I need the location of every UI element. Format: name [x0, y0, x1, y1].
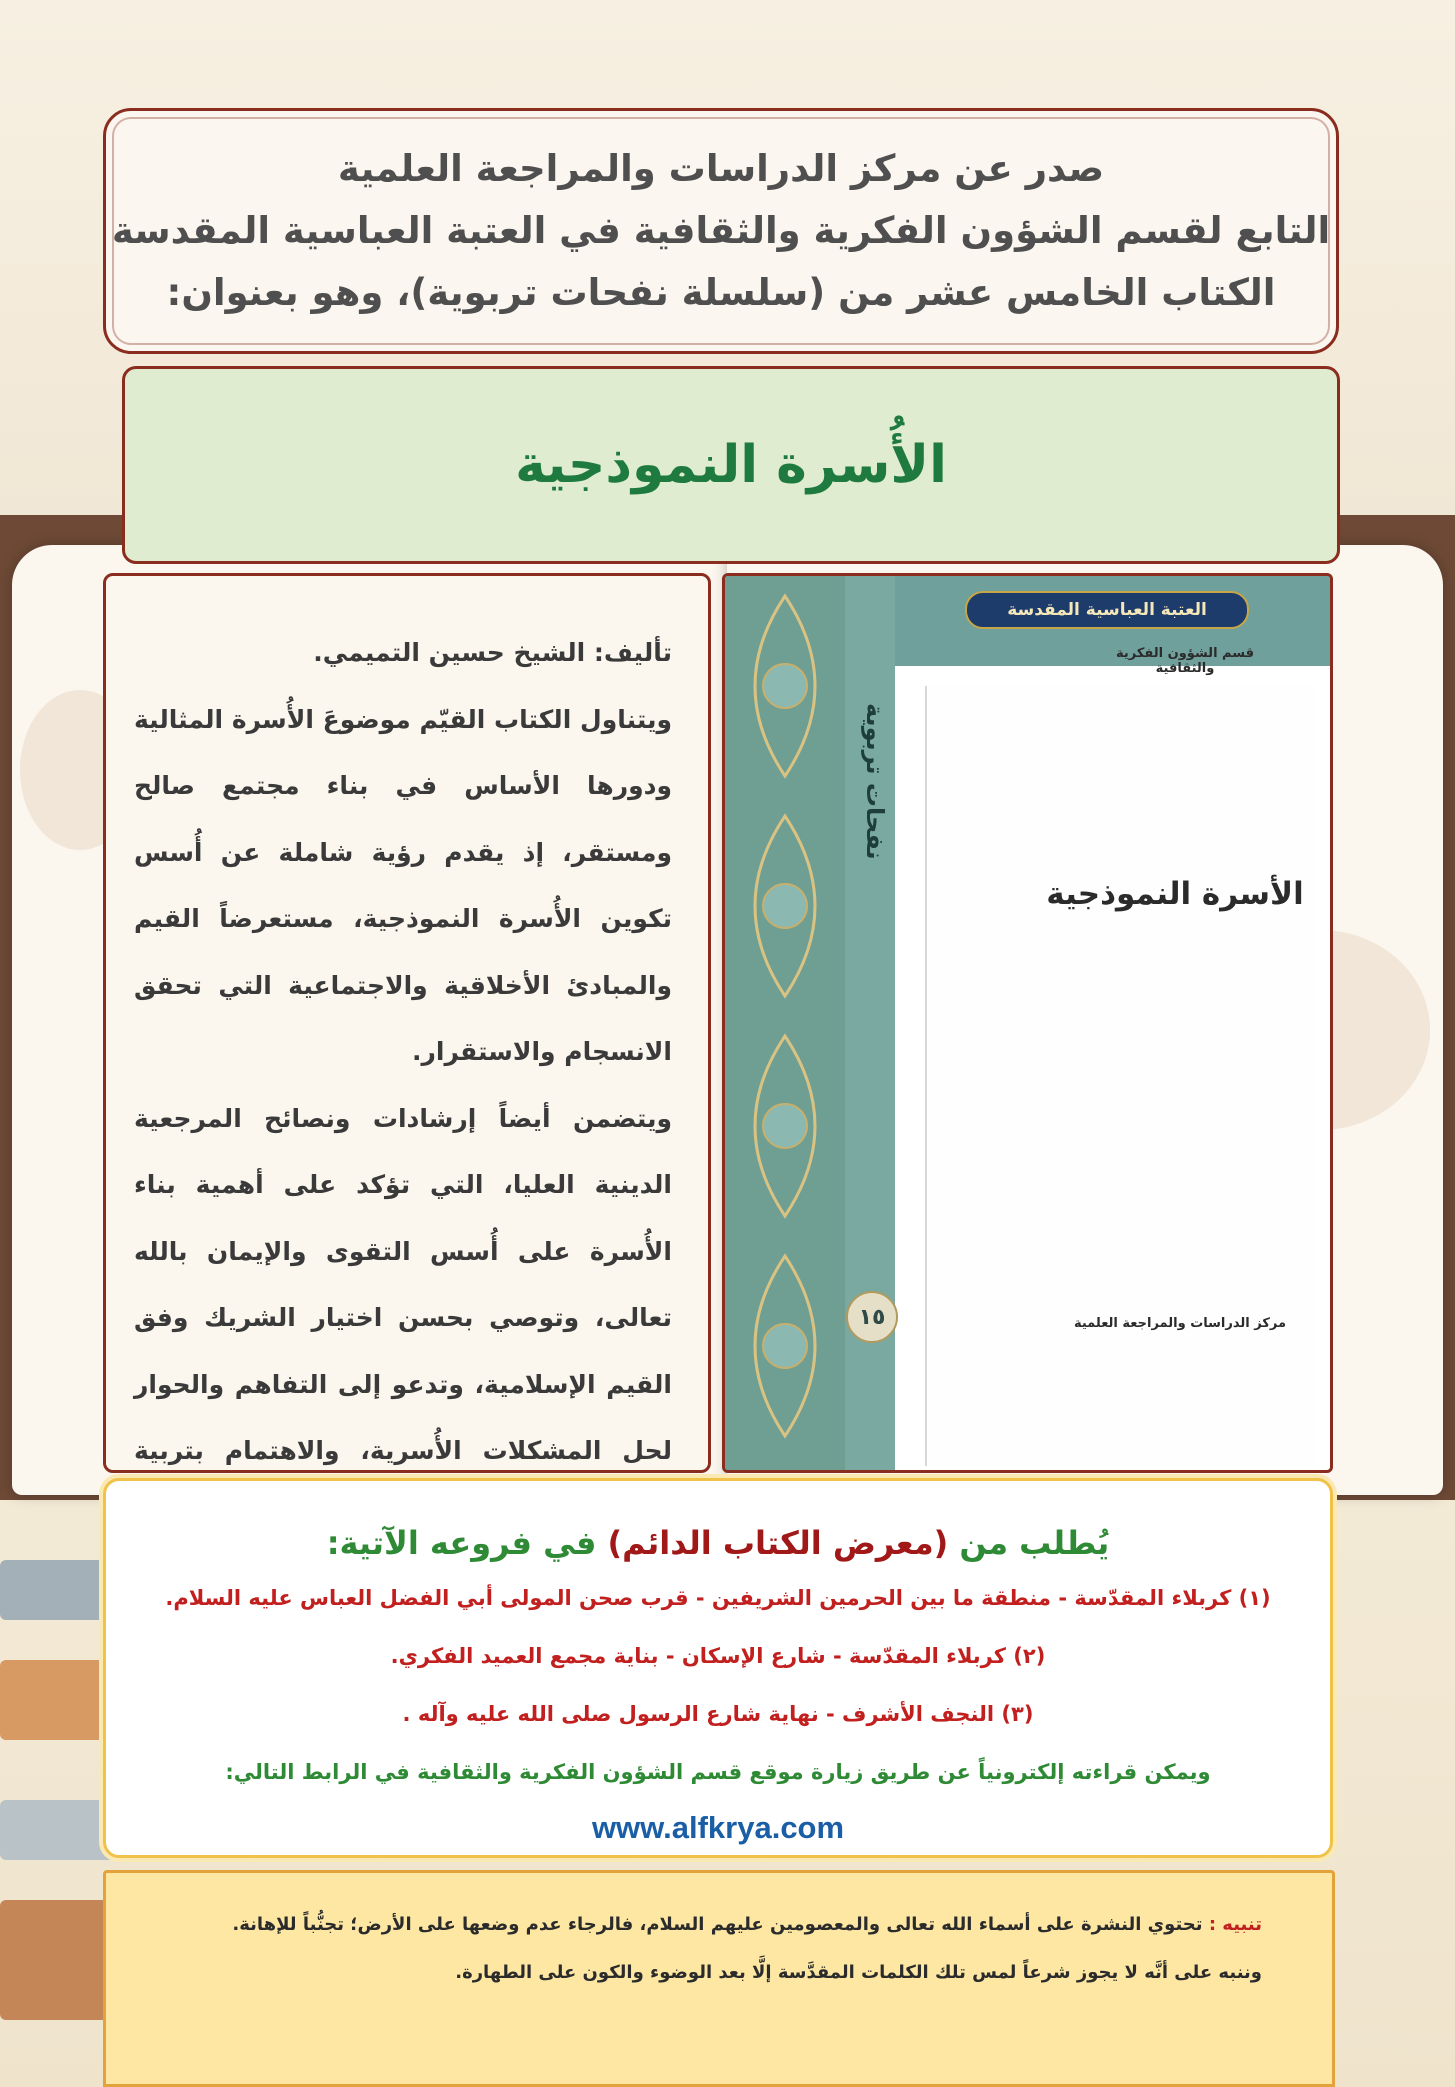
publisher-header — [103, 108, 1339, 354]
online-note: ويمكن قراءته إلكترونياً عن طريق زيارة موقع قسم الشؤون الفكرية والثقافية في الرابط التالي: — [225, 1760, 1211, 1784]
arabesque-pattern — [725, 576, 845, 1473]
order-heading — [106, 1517, 1330, 1569]
notice-line-2: وننبه على أنَّه لا يجوز شرعاً لمس تلك الكلمات المقدَّسة إلَّا بعد الوضوء والكون على الطهارة. — [455, 1962, 1262, 1983]
header-line-1: صدر عن مركز الدراسات والمراجعة العلمية — [337, 147, 1105, 190]
notice-line-1 — [146, 1901, 1262, 1949]
cover-publisher: مركز الدراسات والمراجعة العلمية — [1073, 1316, 1287, 1331]
order-heading-highlight: (معرض الكتاب الدائم) — [607, 1524, 949, 1562]
cover-department: قسم الشؤون الفكرية والثقافية — [1116, 646, 1254, 676]
cover-ornament-strip — [725, 576, 845, 1470]
cover-page — [925, 686, 1317, 1466]
branch-2: (٢) كربلاء المقدّسة - شارع الإسكان - بناية مجمع العميد الفكري. — [390, 1644, 1046, 1668]
shrine-logo: العتبة العباسية المقدسة — [965, 591, 1249, 629]
website-link[interactable]: www.alfkrya.com — [591, 1810, 845, 1845]
branch-1: (١) كربلاء المقدّسة - منطقة ما بين الحرمين الشريفين - قرب صحن المولى أبي الفضل العباس عليه السلام. — [165, 1586, 1271, 1610]
series-name: نفحات تربوية — [861, 702, 889, 860]
description-paragraph-1: ويتناول الكتاب القيّم موضوعَ الأُسرة المثالية ودورها الأساس في بناء مجتمع صالح ومستقر، إذ يقدم رؤية شاملة عن أُسس تكوين الأُسرة النموذجية، مستعرضاً القيم والمبادئ الأخلاقية والاجتماعية التي تحقق الانسجام والاستقرار. — [134, 704, 672, 1066]
book-title-banner — [122, 366, 1340, 564]
cover-title: الأسرة النموذجية — [1046, 876, 1304, 912]
notice-text-1: تحتوي النشرة على أسماء الله تعالى والمعصومين عليهم السلام، فالرجاء عدم وضعها على الأرض؛ تجنُّباً للإهانة. — [232, 1914, 1203, 1935]
author-line: تأليف: الشيخ حسين التميمي. — [313, 638, 672, 667]
book-cover-image — [722, 573, 1333, 1473]
series-number: ١٥ — [846, 1291, 898, 1343]
header-line-3: الكتاب الخامس عشر من (سلسلة نفحات تربوية)، وهو بعنوان: — [166, 271, 1276, 314]
order-info — [103, 1478, 1333, 1858]
header-line-2: التابع لقسم الشؤون الفكرية والثقافية في العتبة العباسية المقدسة — [111, 209, 1331, 252]
order-heading-prefix: يُطلب من — [959, 1524, 1110, 1562]
description-paragraph-2: ويتضمن أيضاً إرشادات ونصائح المرجعية الدينية العليا، التي تؤكد على أهمية بناء الأُسرة على أُسس التقوى والإيمان بالله تعالى، وتوصي بحسن اختيار الشريك وفق القيم الإسلامية، وتدعو إلى التفاهم والحوار لحل المشكلات الأُسرية، والاهتمام بتربية — [134, 1103, 672, 1465]
book-description — [103, 573, 711, 1473]
book-title: الأُسرة النموذجية — [515, 435, 947, 495]
notice-box — [103, 1870, 1335, 2087]
branch-3: (٣) النجف الأشرف - نهاية شارع الرسول صلى الله عليه وآله . — [402, 1702, 1034, 1726]
order-heading-suffix: في فروعه الآتية: — [326, 1524, 597, 1562]
notice-label: تنبيه : — [1208, 1914, 1262, 1935]
